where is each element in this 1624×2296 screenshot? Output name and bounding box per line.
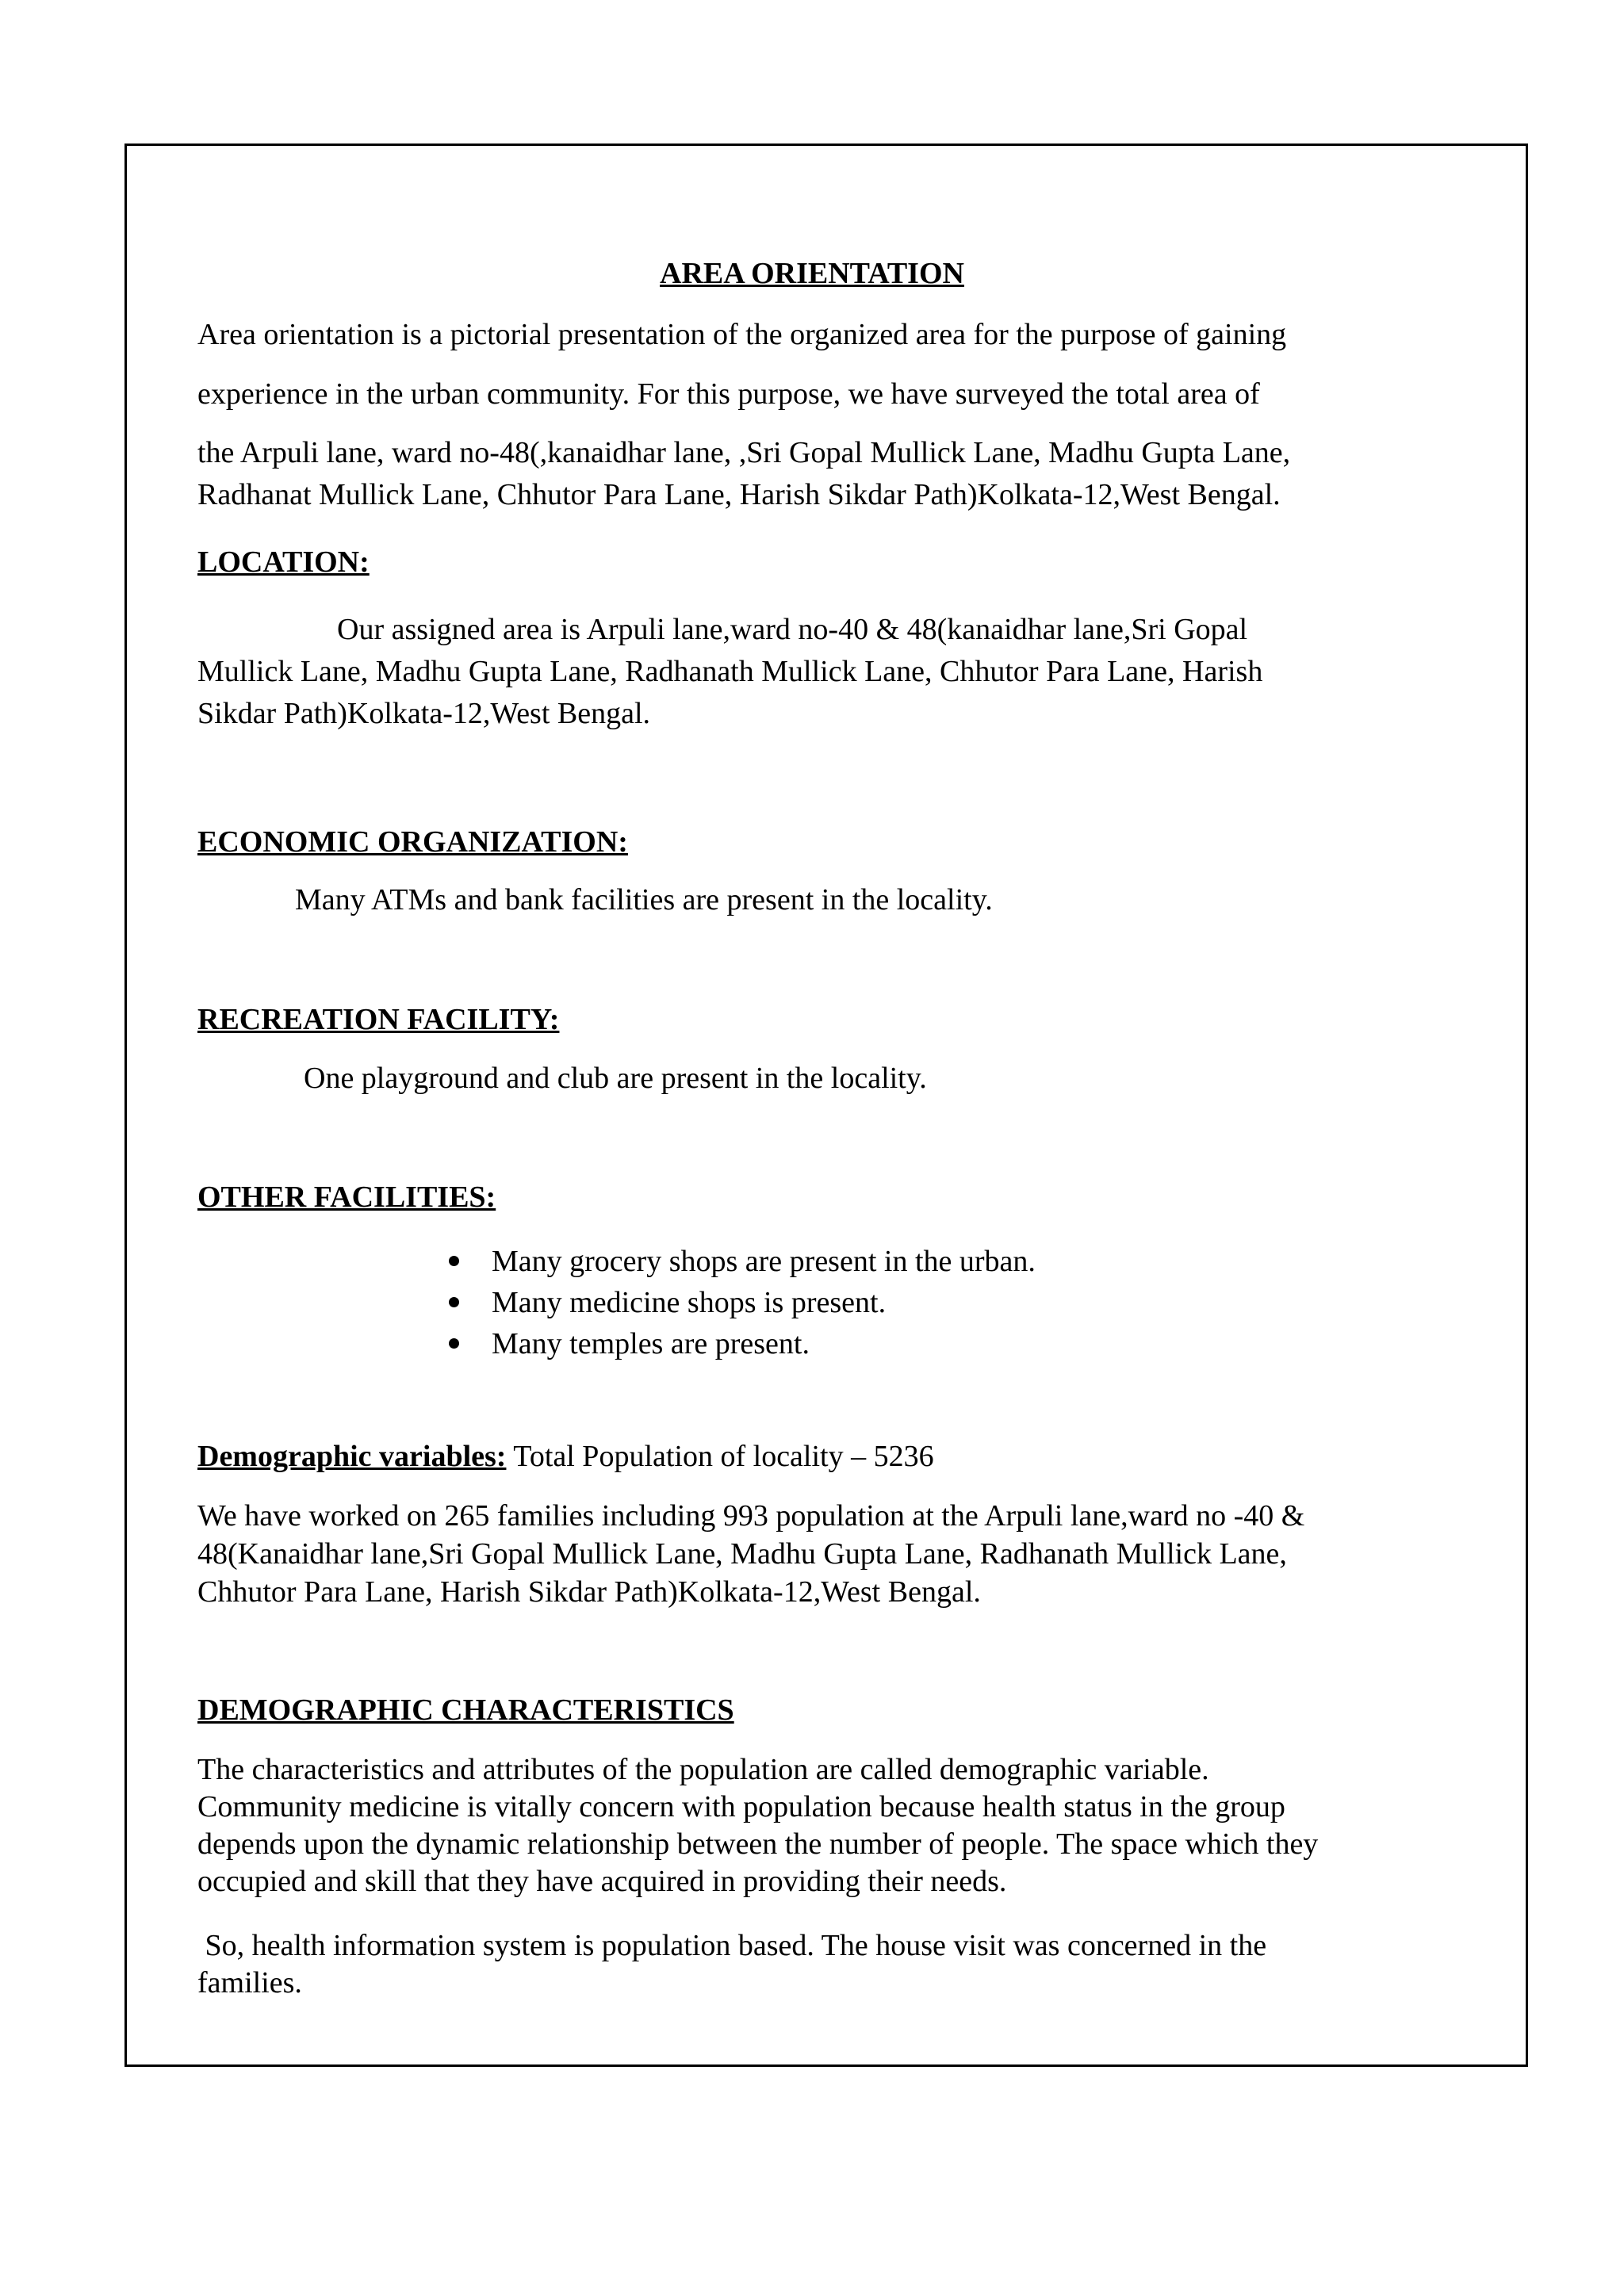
demographic-characteristics-line: families. <box>197 1966 302 1999</box>
other-facilities-list <box>444 1241 1036 1364</box>
economic-text: Many ATMs and bank facilities are present in the locality. <box>295 883 993 916</box>
demographic-characteristics-line: depends upon the dynamic relationship between the number of people. The space which they <box>197 1827 1319 1861</box>
demographic-variables-line: 48(Kanaidhar lane,Sri Gopal Mullick Lane, Madhu Gupta Lane, Radhanath Mullick Lane, <box>197 1537 1287 1571</box>
list-item-text: Many temples are present. <box>492 1327 810 1360</box>
intro-line: Radhanat Mullick Lane, Chhutor Para Lane, Harish Sikdar Path)Kolkata-12,West Bengal. <box>197 478 1281 511</box>
demographic-characteristics-line: The characteristics and attributes of the population are called demographic variable. <box>197 1753 1209 1786</box>
intro-line: Area orientation is a pictorial presentation of the organized area for the purpose of gaining <box>197 318 1287 351</box>
location-heading: LOCATION: <box>197 545 370 579</box>
demographic-variables-heading: Demographic variables: <box>197 1440 507 1473</box>
location-line: Our assigned area is Arpuli lane,ward no-40 & 48(kanaidhar lane,Sri Gopal <box>337 613 1248 646</box>
demographic-characteristics-line: occupied and skill that they have acquired in providing their needs. <box>197 1865 1007 1898</box>
list-item <box>444 1323 1036 1364</box>
page-title: AREA ORIENTATION <box>660 257 964 290</box>
list-item <box>444 1241 1036 1282</box>
bullet-icon <box>449 1297 459 1307</box>
location-line: Mullick Lane, Madhu Gupta Lane, Radhanath Mullick Lane, Chhutor Para Lane, Harish <box>197 655 1263 688</box>
bullet-icon <box>449 1338 459 1349</box>
recreation-heading: RECREATION FACILITY: <box>197 1003 560 1036</box>
list-item-text: Many medicine shops is present. <box>492 1286 887 1319</box>
demographic-characteristics-heading: DEMOGRAPHIC CHARACTERISTICS <box>197 1693 734 1727</box>
intro-line: the Arpuli lane, ward no-48(,kanaidhar lane, ,Sri Gopal Mullick Lane, Madhu Gupta Lane, <box>197 436 1291 469</box>
demographic-variables-row <box>197 1438 934 1475</box>
demographic-characteristics-line: Community medicine is vitally concern with population because health status in the group <box>197 1790 1285 1823</box>
list-item <box>444 1282 1036 1323</box>
demographic-characteristics-line: So, health information system is population based. The house visit was concerned in the <box>197 1929 1267 1962</box>
economic-heading: ECONOMIC ORGANIZATION: <box>197 825 628 859</box>
other-facilities-heading: OTHER FACILITIES: <box>197 1181 496 1214</box>
demographic-variables-summary: Total Population of locality – 5236 <box>506 1440 934 1473</box>
intro-line: experience in the urban community. For this purpose, we have surveyed the total area of <box>197 377 1260 411</box>
list-item-text: Many grocery shops are present in the urban. <box>492 1245 1036 1278</box>
demographic-variables-line: Chhutor Para Lane, Harish Sikdar Path)Kolkata-12,West Bengal. <box>197 1575 981 1609</box>
bullet-icon <box>449 1256 459 1266</box>
location-line: Sikdar Path)Kolkata-12,West Bengal. <box>197 697 651 730</box>
demographic-variables-line: We have worked on 265 families including 993 population at the Arpuli lane,ward no -40 & <box>197 1499 1305 1533</box>
recreation-text: One playground and club are present in the locality. <box>304 1062 927 1095</box>
